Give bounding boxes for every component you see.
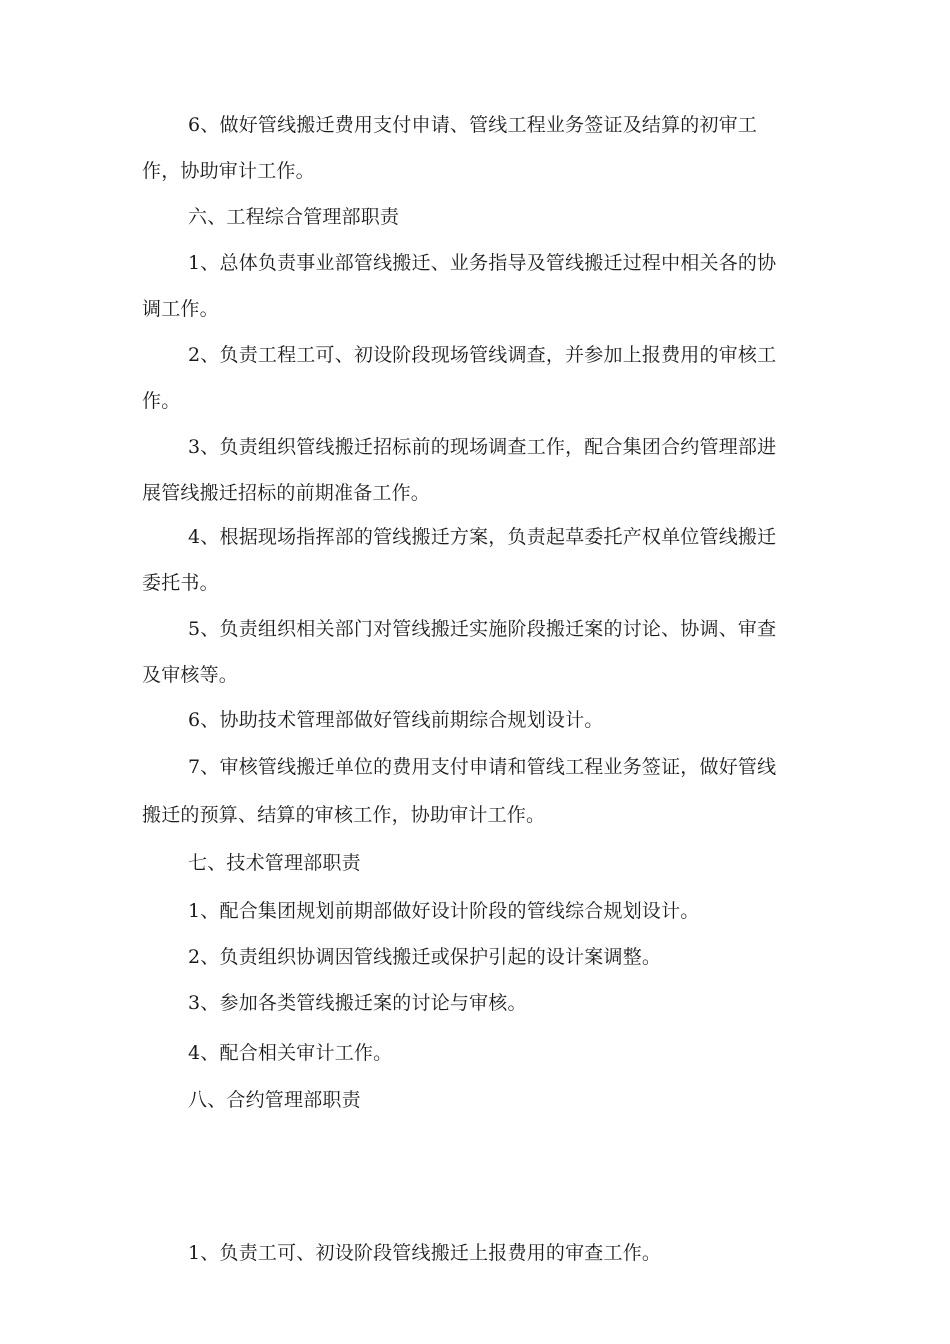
section-heading: 八、合约管理部职责	[188, 1089, 361, 1111]
paragraph-line: 1、负责工可、初设阶段管线搬迁上报费用的审查工作。	[188, 1242, 662, 1264]
paragraph-line: 作。	[142, 390, 181, 412]
paragraph-line: 搬迁的预算、结算的审核工作，协助审计工作。	[142, 804, 546, 826]
paragraph-line: 展管线搬迁招标的前期准备工作。	[142, 482, 431, 504]
paragraph-line: 7、审核管线搬迁单位的费用支付申请和管线工程业务签证，做好管线	[188, 756, 777, 778]
paragraph-line: 5、负责组织相关部门对管线搬迁实施阶段搬迁案的讨论、协调、审查	[188, 618, 777, 640]
paragraph-line: 6、协助技术管理部做好管线前期综合规划设计。	[188, 709, 604, 731]
paragraph-line: 作，协助审计工作。	[142, 160, 315, 182]
section-heading: 七、技术管理部职责	[188, 852, 361, 874]
paragraph-line: 及审核等。	[142, 664, 239, 686]
paragraph-line: 2、负责工程工可、初设阶段现场管线调查，并参加上报费用的审核工	[188, 344, 777, 366]
paragraph-line: 3、负责组织管线搬迁招标前的现场调查工作，配合集团合约管理部进	[188, 436, 777, 458]
paragraph-line: 3、参加各类管线搬迁案的讨论与审核。	[188, 992, 527, 1014]
paragraph-line: 4、配合相关审计工作。	[188, 1042, 393, 1064]
paragraph-line: 4、根据现场指挥部的管线搬迁方案，负责起草委托产权单位管线搬迁	[188, 526, 777, 548]
paragraph-line: 6、做好管线搬迁费用支付申请、管线工程业务签证及结算的初审工	[188, 114, 758, 136]
paragraph-line: 委托书。	[142, 572, 219, 594]
section-heading: 六、工程综合管理部职责	[188, 206, 400, 228]
paragraph-line: 1、总体负责事业部管线搬迁、业务指导及管线搬迁过程中相关各的协	[188, 252, 777, 274]
paragraph-line: 调工作。	[142, 298, 219, 320]
paragraph-line: 2、负责组织协调因管线搬迁或保护引起的设计案调整。	[188, 946, 662, 968]
paragraph-line: 1、配合集团规划前期部做好设计阶段的管线综合规划设计。	[188, 900, 700, 922]
